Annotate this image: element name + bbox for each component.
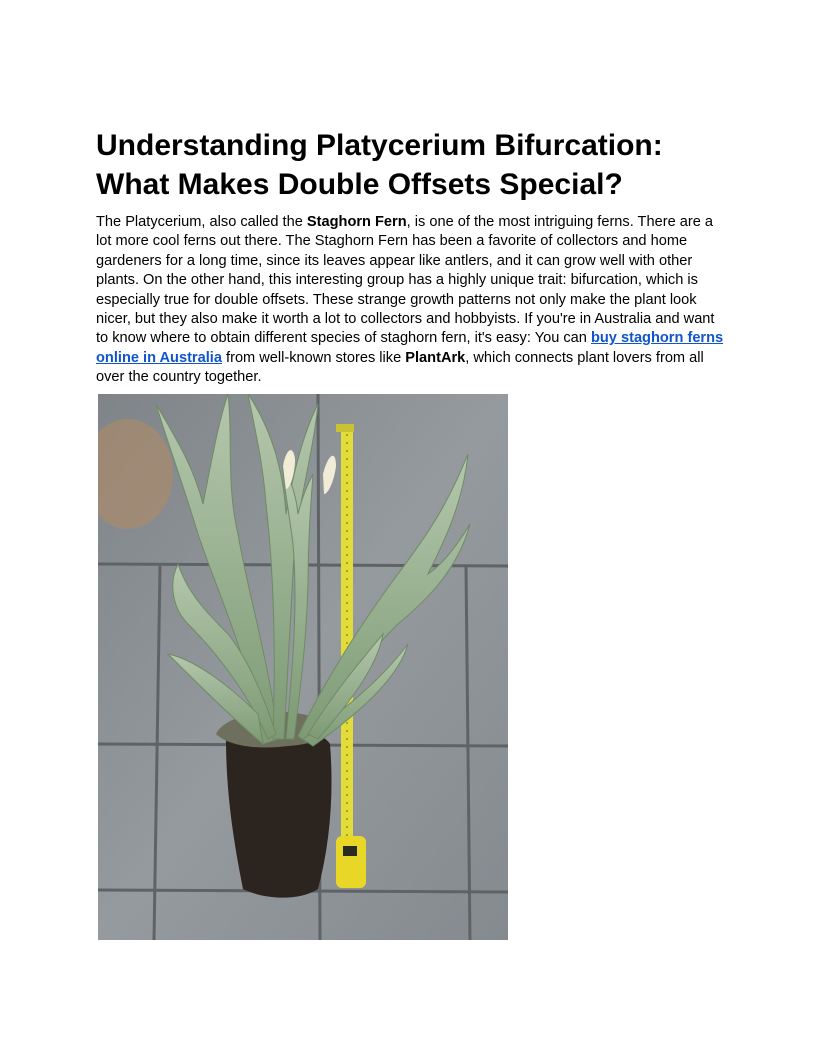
- para-text-1: The Platycerium, also called the: [96, 214, 307, 230]
- staghorn-fern-bold: Staghorn Fern: [306, 214, 407, 230]
- para-text-2: , is one of the most intriguing ferns. There are a lot more cool ferns out there. The Staghorn Fern has been a favorite of collectors and home gardeners for a long time, since its leaves appear like antlers, and it can grow well with other plants. On the other hand, this interesting group has a highly unique trait: bifurcation, which is especially true for double offsets. These strange growth patterns not only make the plant look nicer, but they also make it worth a lot to collectors and hobbyists. If you're in Australia and want to know where to obtain different species of staghorn fern, it's easy: You can: [96, 214, 715, 347]
- root-ball: [226, 728, 332, 897]
- intro-paragraph: [96, 213, 724, 388]
- document-page: [96, 126, 726, 388]
- plantark-bold: PlantArk: [405, 349, 466, 366]
- buy-staghorn-link[interactable]: buy staghorn ferns online in Australia: [96, 330, 724, 366]
- page-title: [96, 126, 726, 204]
- para-text-4: , which connects plant lovers from all over the country together.: [96, 349, 704, 386]
- title-line-1: Understanding Platycerium Bifurcation:: [96, 129, 663, 162]
- title-line-2: What Makes Double Offsets Special?: [96, 168, 623, 201]
- staghorn-fern-photo: [98, 394, 508, 940]
- para-text-3: from well-known stores like: [221, 349, 406, 366]
